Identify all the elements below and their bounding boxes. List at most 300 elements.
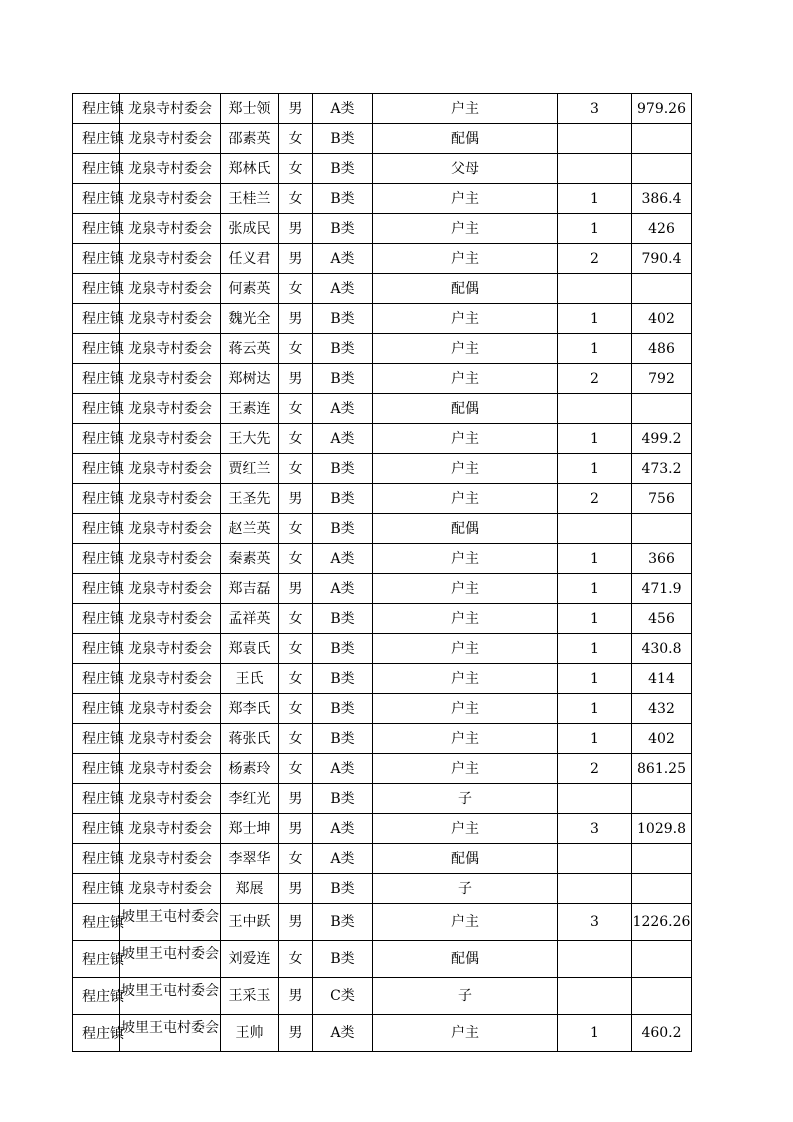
- town-label: 程庄镇: [82, 221, 124, 237]
- table-row: [73, 184, 692, 214]
- name-cell: 秦素英: [221, 544, 279, 574]
- town-cell: [73, 784, 124, 814]
- category-cell: A类: [313, 544, 373, 574]
- name-cell: 王大先: [221, 424, 279, 454]
- town-cell: [73, 754, 124, 784]
- name-cell: 郑树达: [221, 364, 279, 394]
- name-cell: 王氏: [221, 664, 279, 694]
- town-cell: [73, 904, 124, 941]
- household-size-cell: 1: [558, 634, 632, 664]
- category-cell: A类: [313, 754, 373, 784]
- amount-cell: 386.4: [632, 184, 692, 214]
- town-cell: [73, 124, 124, 154]
- gender-cell: 女: [279, 334, 313, 364]
- category-cell: A类: [313, 1015, 373, 1052]
- town-cell: [73, 978, 124, 1015]
- household-size-cell: 3: [558, 814, 632, 844]
- table-row: [73, 454, 692, 484]
- village-cell: 龙泉寺村委会: [120, 424, 221, 454]
- town-label: 程庄镇: [82, 821, 124, 837]
- amount-cell: [632, 874, 692, 904]
- relation-cell: 户主: [373, 634, 558, 664]
- town-cell: [73, 244, 124, 274]
- name-cell: 王帅: [221, 1015, 279, 1052]
- name-cell: 李翠华: [221, 844, 279, 874]
- gender-cell: 男: [279, 214, 313, 244]
- village-cell: 龙泉寺村委会: [120, 814, 221, 844]
- town-label: 程庄镇: [82, 761, 124, 777]
- table-row: [73, 634, 692, 664]
- category-cell: B类: [313, 124, 373, 154]
- gender-cell: 男: [279, 874, 313, 904]
- amount-cell: 1029.8: [632, 814, 692, 844]
- village-cell: 龙泉寺村委会: [120, 124, 221, 154]
- relation-cell: 配偶: [373, 844, 558, 874]
- amount-cell: [632, 784, 692, 814]
- table-row: [73, 364, 692, 394]
- name-cell: 郑士领: [221, 94, 279, 124]
- amount-cell: 366: [632, 544, 692, 574]
- table-row: [73, 724, 692, 754]
- household-size-cell: [558, 784, 632, 814]
- household-size-cell: 1: [558, 184, 632, 214]
- town-cell: [73, 424, 124, 454]
- relation-cell: 子: [373, 784, 558, 814]
- category-cell: B类: [313, 664, 373, 694]
- amount-cell: 402: [632, 724, 692, 754]
- town-label: 程庄镇: [82, 431, 124, 447]
- relation-cell: 配偶: [373, 514, 558, 544]
- name-cell: 王桂兰: [221, 184, 279, 214]
- category-cell: A类: [313, 394, 373, 424]
- gender-cell: 男: [279, 364, 313, 394]
- name-cell: 刘爱连: [221, 941, 279, 978]
- village-cell: 龙泉寺村委会: [120, 274, 221, 304]
- category-cell: B类: [313, 904, 373, 941]
- table-row: [73, 424, 692, 454]
- town-cell: [73, 514, 124, 544]
- town-label: 程庄镇: [82, 521, 124, 537]
- relation-cell: 户主: [373, 484, 558, 514]
- town-cell: [73, 664, 124, 694]
- village-cell: 坡里王屯村委会: [120, 978, 221, 1015]
- relation-cell: 配偶: [373, 394, 558, 424]
- household-size-cell: 1: [558, 304, 632, 334]
- village-cell: 龙泉寺村委会: [120, 244, 221, 274]
- name-cell: 李红光: [221, 784, 279, 814]
- household-size-cell: [558, 274, 632, 304]
- amount-cell: 471.9: [632, 574, 692, 604]
- category-cell: B类: [313, 694, 373, 724]
- gender-cell: 男: [279, 244, 313, 274]
- amount-cell: [632, 124, 692, 154]
- name-cell: 郑袁氏: [221, 634, 279, 664]
- gender-cell: 女: [279, 634, 313, 664]
- category-cell: B类: [313, 334, 373, 364]
- town-label: 程庄镇: [82, 401, 124, 417]
- relation-cell: 户主: [373, 94, 558, 124]
- household-size-cell: 1: [558, 724, 632, 754]
- household-size-cell: [558, 844, 632, 874]
- amount-cell: [632, 394, 692, 424]
- table-row: [73, 124, 692, 154]
- village-cell: 龙泉寺村委会: [120, 724, 221, 754]
- amount-cell: 979.26: [632, 94, 692, 124]
- gender-cell: 男: [279, 904, 313, 941]
- town-label: 程庄镇: [82, 581, 124, 597]
- name-cell: 任义君: [221, 244, 279, 274]
- relation-cell: 户主: [373, 544, 558, 574]
- relation-cell: 户主: [373, 244, 558, 274]
- table-row: [73, 154, 692, 184]
- category-cell: A类: [313, 844, 373, 874]
- amount-cell: [632, 978, 692, 1015]
- household-size-cell: [558, 154, 632, 184]
- town-label: 程庄镇: [82, 1025, 124, 1042]
- amount-cell: 486: [632, 334, 692, 364]
- roster-table: [72, 93, 692, 1052]
- town-label: 程庄镇: [82, 791, 124, 807]
- table-row: [73, 484, 692, 514]
- household-size-cell: [558, 394, 632, 424]
- household-size-cell: 1: [558, 334, 632, 364]
- category-cell: B类: [313, 514, 373, 544]
- household-size-cell: 3: [558, 904, 632, 941]
- town-cell: [73, 694, 124, 724]
- town-label: 程庄镇: [82, 131, 124, 147]
- village-cell: 龙泉寺村委会: [120, 154, 221, 184]
- amount-cell: 499.2: [632, 424, 692, 454]
- village-cell: 龙泉寺村委会: [120, 664, 221, 694]
- town-cell: [73, 394, 124, 424]
- relation-cell: 户主: [373, 454, 558, 484]
- village-cell: 龙泉寺村委会: [120, 544, 221, 574]
- relation-cell: 户主: [373, 694, 558, 724]
- household-size-cell: 3: [558, 94, 632, 124]
- gender-cell: 女: [279, 754, 313, 784]
- table-row: [73, 978, 692, 1015]
- household-size-cell: 1: [558, 694, 632, 724]
- gender-cell: 女: [279, 154, 313, 184]
- village-cell: 龙泉寺村委会: [120, 604, 221, 634]
- household-size-cell: 1: [558, 604, 632, 634]
- gender-cell: 女: [279, 724, 313, 754]
- table-row: [73, 544, 692, 574]
- town-label: 程庄镇: [82, 641, 124, 657]
- amount-cell: 426: [632, 214, 692, 244]
- relation-cell: 配偶: [373, 124, 558, 154]
- household-size-cell: [558, 941, 632, 978]
- name-cell: 郑展: [221, 874, 279, 904]
- village-cell: 龙泉寺村委会: [120, 784, 221, 814]
- category-cell: B类: [313, 724, 373, 754]
- gender-cell: 女: [279, 124, 313, 154]
- amount-cell: 792: [632, 364, 692, 394]
- household-size-cell: [558, 874, 632, 904]
- village-cell: 龙泉寺村委会: [120, 94, 221, 124]
- amount-cell: 1226.26: [632, 904, 692, 941]
- table-row: [73, 784, 692, 814]
- name-cell: 郑吉磊: [221, 574, 279, 604]
- household-size-cell: 1: [558, 544, 632, 574]
- household-size-cell: 1: [558, 424, 632, 454]
- town-label: 程庄镇: [82, 191, 124, 207]
- relation-cell: 配偶: [373, 941, 558, 978]
- town-label: 程庄镇: [82, 311, 124, 327]
- table-row: [73, 304, 692, 334]
- town-cell: [73, 94, 124, 124]
- gender-cell: 男: [279, 814, 313, 844]
- table-row: [73, 334, 692, 364]
- gender-cell: 女: [279, 184, 313, 214]
- household-size-cell: [558, 124, 632, 154]
- relation-cell: 户主: [373, 304, 558, 334]
- table-row: [73, 754, 692, 784]
- household-size-cell: 2: [558, 244, 632, 274]
- town-label: 程庄镇: [82, 731, 124, 747]
- household-size-cell: 1: [558, 574, 632, 604]
- household-size-cell: 1: [558, 664, 632, 694]
- town-label: 程庄镇: [82, 951, 124, 968]
- town-cell: [73, 484, 124, 514]
- table-row: [73, 394, 692, 424]
- relation-cell: 配偶: [373, 274, 558, 304]
- amount-cell: 473.2: [632, 454, 692, 484]
- town-label: 程庄镇: [82, 161, 124, 177]
- town-label: 程庄镇: [82, 914, 124, 931]
- gender-cell: 女: [279, 604, 313, 634]
- amount-cell: 432: [632, 694, 692, 724]
- amount-cell: 460.2: [632, 1015, 692, 1052]
- town-cell: [73, 814, 124, 844]
- town-label: 程庄镇: [82, 611, 124, 627]
- category-cell: B类: [313, 604, 373, 634]
- village-cell: 龙泉寺村委会: [120, 454, 221, 484]
- gender-cell: 女: [279, 274, 313, 304]
- household-size-cell: 2: [558, 364, 632, 394]
- table-row: [73, 574, 692, 604]
- village-cell: 龙泉寺村委会: [120, 694, 221, 724]
- gender-cell: 女: [279, 424, 313, 454]
- category-cell: A类: [313, 274, 373, 304]
- amount-cell: 861.25: [632, 754, 692, 784]
- town-label: 程庄镇: [82, 701, 124, 717]
- amount-cell: 430.8: [632, 634, 692, 664]
- category-cell: B类: [313, 874, 373, 904]
- amount-cell: [632, 274, 692, 304]
- table-row: [73, 244, 692, 274]
- relation-cell: 户主: [373, 184, 558, 214]
- category-cell: B类: [313, 784, 373, 814]
- town-cell: [73, 154, 124, 184]
- name-cell: 赵兰英: [221, 514, 279, 544]
- name-cell: 邵素英: [221, 124, 279, 154]
- gender-cell: 女: [279, 394, 313, 424]
- gender-cell: 男: [279, 784, 313, 814]
- household-size-cell: 2: [558, 484, 632, 514]
- gender-cell: 女: [279, 514, 313, 544]
- amount-cell: [632, 844, 692, 874]
- town-label: 程庄镇: [82, 988, 124, 1005]
- category-cell: B类: [313, 634, 373, 664]
- table-row: [73, 904, 692, 941]
- relation-cell: 户主: [373, 424, 558, 454]
- relation-cell: 父母: [373, 154, 558, 184]
- town-cell: [73, 874, 124, 904]
- village-cell: 龙泉寺村委会: [120, 754, 221, 784]
- relation-cell: 户主: [373, 814, 558, 844]
- category-cell: A类: [313, 424, 373, 454]
- category-cell: B类: [313, 214, 373, 244]
- town-cell: [73, 574, 124, 604]
- category-cell: B类: [313, 304, 373, 334]
- village-cell: 龙泉寺村委会: [120, 874, 221, 904]
- household-size-cell: 2: [558, 754, 632, 784]
- household-size-cell: [558, 978, 632, 1015]
- town-cell: [73, 844, 124, 874]
- category-cell: B类: [313, 154, 373, 184]
- relation-cell: 户主: [373, 604, 558, 634]
- gender-cell: 女: [279, 844, 313, 874]
- town-label: 程庄镇: [82, 491, 124, 507]
- table-row: [73, 941, 692, 978]
- relation-cell: 子: [373, 874, 558, 904]
- town-cell: [73, 334, 124, 364]
- category-cell: B类: [313, 364, 373, 394]
- name-cell: 魏光全: [221, 304, 279, 334]
- town-cell: [73, 724, 124, 754]
- village-cell: 龙泉寺村委会: [120, 184, 221, 214]
- town-cell: [73, 214, 124, 244]
- amount-cell: [632, 154, 692, 184]
- category-cell: B类: [313, 484, 373, 514]
- relation-cell: 户主: [373, 754, 558, 784]
- town-cell: [73, 184, 124, 214]
- table-row: [73, 694, 692, 724]
- gender-cell: 男: [279, 484, 313, 514]
- town-label: 程庄镇: [82, 461, 124, 477]
- gender-cell: 女: [279, 694, 313, 724]
- relation-cell: 户主: [373, 1015, 558, 1052]
- category-cell: B类: [313, 941, 373, 978]
- relation-cell: 户主: [373, 364, 558, 394]
- name-cell: 蒋张氏: [221, 724, 279, 754]
- village-cell: 坡里王屯村委会: [120, 904, 221, 941]
- table-row: [73, 664, 692, 694]
- town-cell: [73, 364, 124, 394]
- gender-cell: 男: [279, 1015, 313, 1052]
- name-cell: 郑李氏: [221, 694, 279, 724]
- village-cell: 龙泉寺村委会: [120, 514, 221, 544]
- name-cell: 贾红兰: [221, 454, 279, 484]
- relation-cell: 户主: [373, 664, 558, 694]
- name-cell: 郑林氏: [221, 154, 279, 184]
- roster-body: [73, 94, 692, 1052]
- category-cell: A类: [313, 244, 373, 274]
- relation-cell: 户主: [373, 574, 558, 604]
- town-cell: [73, 604, 124, 634]
- town-label: 程庄镇: [82, 671, 124, 687]
- village-cell: 龙泉寺村委会: [120, 844, 221, 874]
- town-label: 程庄镇: [82, 851, 124, 867]
- town-label: 程庄镇: [82, 101, 124, 117]
- relation-cell: 子: [373, 978, 558, 1015]
- name-cell: 何素英: [221, 274, 279, 304]
- relation-cell: 户主: [373, 724, 558, 754]
- gender-cell: 女: [279, 454, 313, 484]
- town-label: 程庄镇: [82, 881, 124, 897]
- village-cell: 龙泉寺村委会: [120, 334, 221, 364]
- town-cell: [73, 1015, 124, 1052]
- table-row: [73, 844, 692, 874]
- table-row: [73, 874, 692, 904]
- category-cell: A类: [313, 94, 373, 124]
- village-cell: 龙泉寺村委会: [120, 214, 221, 244]
- category-cell: A类: [313, 814, 373, 844]
- amount-cell: 402: [632, 304, 692, 334]
- table-row: [73, 214, 692, 244]
- amount-cell: 756: [632, 484, 692, 514]
- gender-cell: 男: [279, 94, 313, 124]
- town-cell: [73, 274, 124, 304]
- category-cell: B类: [313, 184, 373, 214]
- town-label: 程庄镇: [82, 281, 124, 297]
- village-cell: 龙泉寺村委会: [120, 394, 221, 424]
- gender-cell: 女: [279, 544, 313, 574]
- town-label: 程庄镇: [82, 371, 124, 387]
- household-size-cell: [558, 514, 632, 544]
- gender-cell: 女: [279, 664, 313, 694]
- name-cell: 杨素玲: [221, 754, 279, 784]
- name-cell: 蒋云英: [221, 334, 279, 364]
- town-cell: [73, 634, 124, 664]
- name-cell: 张成民: [221, 214, 279, 244]
- household-size-cell: 1: [558, 214, 632, 244]
- name-cell: 王中跃: [221, 904, 279, 941]
- name-cell: 孟祥英: [221, 604, 279, 634]
- category-cell: B类: [313, 454, 373, 484]
- town-label: 程庄镇: [82, 551, 124, 567]
- town-cell: [73, 544, 124, 574]
- name-cell: 王圣先: [221, 484, 279, 514]
- name-cell: 郑士坤: [221, 814, 279, 844]
- table-row: [73, 514, 692, 544]
- town-cell: [73, 304, 124, 334]
- table-row: [73, 274, 692, 304]
- name-cell: 王采玉: [221, 978, 279, 1015]
- household-size-cell: 1: [558, 1015, 632, 1052]
- gender-cell: 女: [279, 941, 313, 978]
- town-cell: [73, 454, 124, 484]
- relation-cell: 户主: [373, 334, 558, 364]
- village-cell: 坡里王屯村委会: [120, 941, 221, 978]
- name-cell: 王素连: [221, 394, 279, 424]
- household-size-cell: 1: [558, 454, 632, 484]
- relation-cell: 户主: [373, 904, 558, 941]
- village-cell: 龙泉寺村委会: [120, 304, 221, 334]
- amount-cell: [632, 514, 692, 544]
- amount-cell: 414: [632, 664, 692, 694]
- village-cell: 龙泉寺村委会: [120, 364, 221, 394]
- category-cell: C类: [313, 978, 373, 1015]
- category-cell: A类: [313, 574, 373, 604]
- table-row: [73, 814, 692, 844]
- village-cell: 坡里王屯村委会: [120, 1015, 221, 1052]
- amount-cell: 790.4: [632, 244, 692, 274]
- town-label: 程庄镇: [82, 251, 124, 267]
- table-row: [73, 604, 692, 634]
- gender-cell: 男: [279, 304, 313, 334]
